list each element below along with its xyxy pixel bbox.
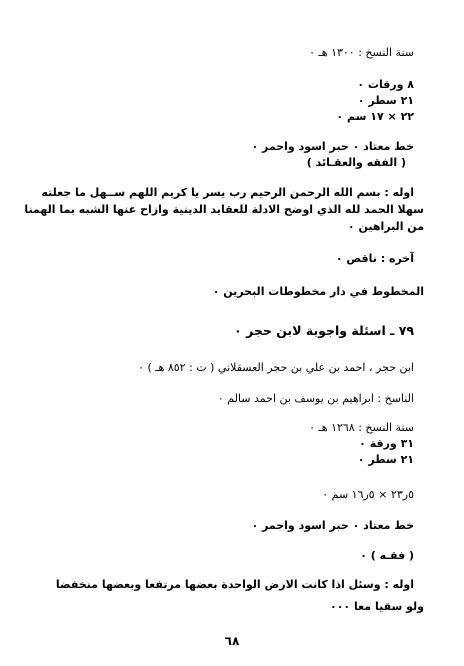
incipit-line-2: ولو سقيا معا ٠٠٠ bbox=[329, 600, 424, 613]
incipit-line-3: من البراهين ٠ bbox=[347, 220, 424, 233]
dimensions: ٢٢ × ١٧ سم ٠ bbox=[336, 110, 414, 123]
author-line: ابن حجر ، احمد بن علي بن حجر العسقلاني ( ت : ٨٥٢ هـ ) ٠ bbox=[138, 361, 414, 374]
incipit-line-2: سهلا الحمد لله الذي اوضح الادلة للعقايد الدينية وازاح عنها الشبه بما الهمنا bbox=[24, 203, 424, 216]
incipit-line-1: اوله : وسئل اذا كانت الارض الواحدة بعضها مرتفعا وبعضها منخفضا bbox=[55, 578, 414, 591]
page-number: ٦٨ bbox=[224, 634, 240, 648]
leaves-count: ٨ ورقات ٠ bbox=[357, 78, 414, 91]
script-ink-line: خط معتاد ٠ حبر اسود واحمر ٠ bbox=[251, 519, 414, 532]
entry-title: ٧٩ ـ اسئلة واجوبة لابن حجر ٠ bbox=[234, 323, 414, 338]
dimensions: ٥ر٢٣ × ٥ر١٦ سم ٠ bbox=[322, 488, 414, 501]
explicit-line: آخره : ناقص ٠ bbox=[335, 252, 414, 265]
lines-count: ٢١ سطر ٠ bbox=[357, 453, 414, 466]
copy-year-line: سنة النسخ : ١٢٦٨ هـ ٠ bbox=[309, 421, 414, 434]
copyist-line: الناسخ : ابراهيم بن يوسف بن احمد سالم ٠ bbox=[217, 392, 414, 405]
leaves-count: ٣١ ورقة ٠ bbox=[359, 437, 414, 450]
subject-line: ( فقـه ) ٠ bbox=[360, 549, 414, 562]
script-ink-line: خط معتاد ٠ حبر اسود واحمر ٠ bbox=[251, 140, 414, 153]
lines-count: ٢١ سطر ٠ bbox=[357, 94, 414, 107]
subject-line: ( الفقه والعقـائد ) bbox=[306, 156, 406, 169]
copy-year-line: سنة النسخ : ١٣٠٠ هـ ٠ bbox=[309, 46, 414, 59]
location-line: المخطوط في دار مخطوطات البحرين ٠ bbox=[212, 285, 424, 298]
incipit-line-1: اوله : بسم الله الرحمن الرحيم رب يسر يا كريم اللهم ســهل ما جعلته bbox=[41, 186, 414, 199]
